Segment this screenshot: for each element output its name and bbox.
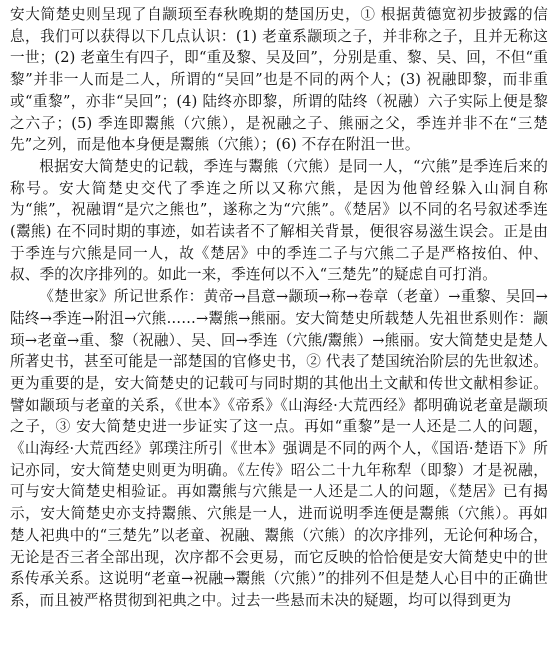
paragraph-1: 安大简楚史则呈现了自颛顼至春秋晚期的楚国历史，① 根据黄德宽初步披露的信息，我们可以获得以下几点认识：(1) 老童系颛顼之子，并非称之子，且并无称这一世；(2) 老童生有四子，即“重及黎、吴及回”，分别是重、黎、吴、回，不但“重黎”并非一人而是二人，所谓的“吴回”也是不同的两个人；(3) 祝融即黎，而非重或“重黎”，亦非“吴回”；(4) 陆终亦即黎，所谓的陆终（祝融）六子实际上便是黎之六子；(5) 季连即鬻熊（穴熊），是祝融之子、熊丽之父，季连并非不在“三楚先”之列，而是他本身便是鬻熊（穴熊）；(6) 不存在附沮一世。: [10, 6, 548, 154]
paragraph-3: 《楚世家》所记世系作：黄帝→昌意→颛顼→称→卷章（老童）→重黎、吴回→陆终→季连→附沮→穴熊……→鬻熊→熊丽。安大简楚史所载楚人先祖世系则作：颛顼→老童→重、黎（祝融）、吴、回→季连（穴熊/鬻熊）→熊丽。安大简楚史是楚人所著史书，甚至可能是一部楚国的官修史书，② 代表了楚国统治阶层的先世叙述。更为重要的是，安大简楚史的记载可与同时期的其他出土文献和传世文献相参证。譬如颛顼与老童的关系，《世本》《帝系》《山海经·大荒西经》都明确说老童是颛顼之子，③ 安大简楚史进一步证实了这一点。再如“重黎”是一人还是二人的问题，《山海经·大荒西经》郭璞注所引《世本》强调是不同的两个人，《国语·楚语下》所记亦同，安大简楚史则更为明确。《左传》昭公二十九年称犁（即黎）才是祝融，可与安大简楚史相验证。再如鬻熊与穴熊是一人还是二人的问题，《楚居》已有揭示，安大简楚史亦支持鬻熊、穴熊是一人，进而说明季连便是鬻熊（穴熊）。再如楚人祀典中的“三楚先”以老童、祝融、鬻熊（穴熊）的次序排列，无论何种场合，无论是否三者全部出现，次序都不会更易，而它反映的恰恰便是安大简楚史中的世系传承关系。这说明“老童→祝融→鬻熊（穴熊）”的排列不但是楚人心目中的正确世系，而且被严格贯彻到祀典之中。过去一些悬而未决的疑题，均可以得到更为: [10, 288, 548, 609]
paragraph-2: 根据安大简楚史的记载，季连与鬻熊（穴熊）是同一人，“穴熊”是季连后来的称号。安大简楚史交代了季连之所以又称穴熊，是因为他曾经躲入山洞自称为“熊”，祝融谓“是穴之熊也”，遂称之为“穴熊”。《楚居》以不同的名号叙述季连(鬻熊) 在不同时期的事迹，如若读者不了解相关背景，便很容易滋生误会。正是由于季连与穴熊是同一人，故《楚居》中的季连二子与穴熊二子是严格按伯、仲、叔、季的次序排列的。如此一来，季连何以不入“三楚先”的疑虑自可打消。: [10, 157, 548, 284]
